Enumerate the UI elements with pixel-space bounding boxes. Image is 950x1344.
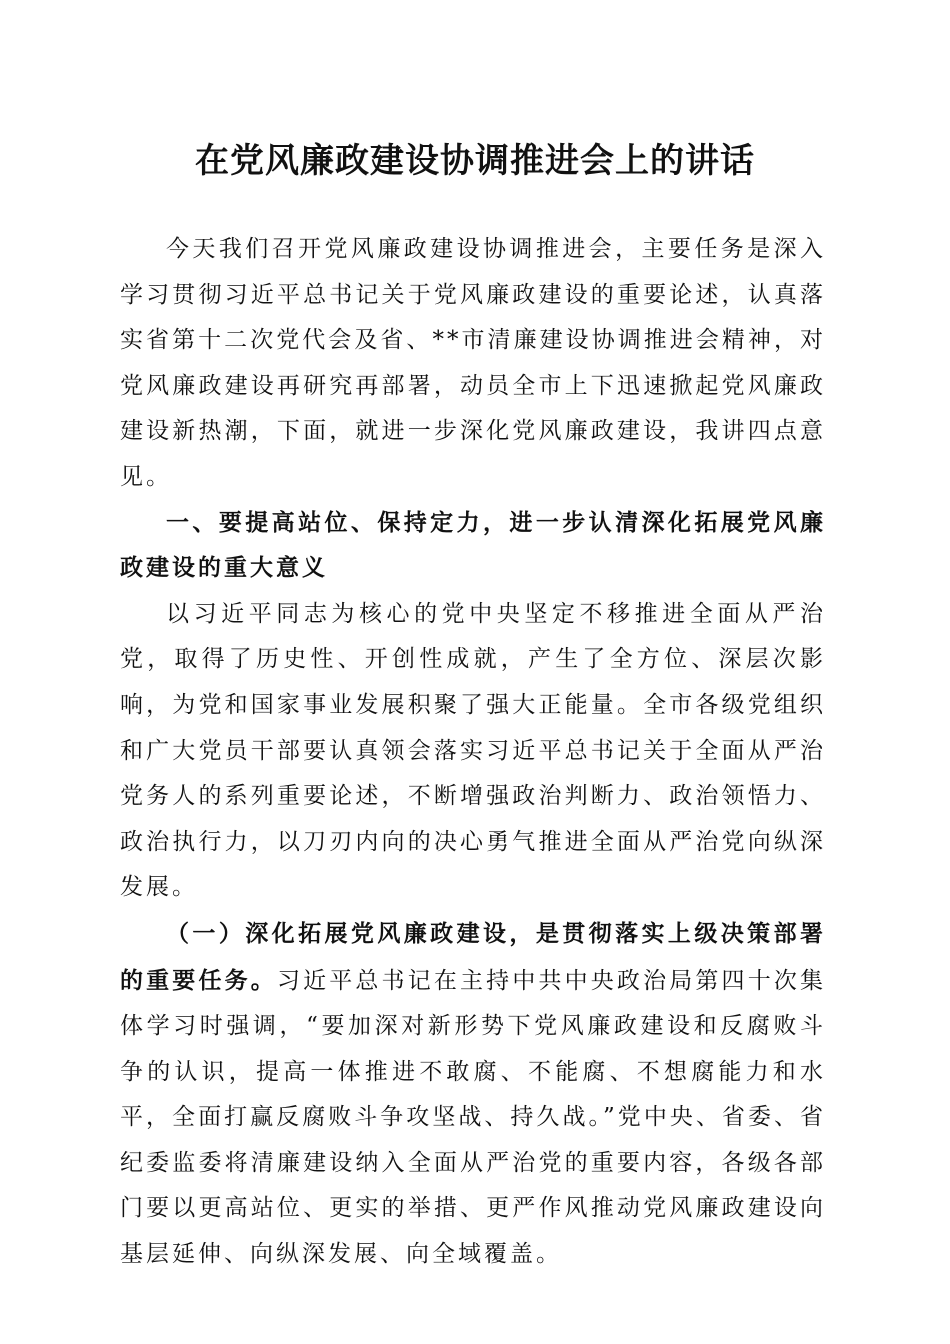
subsection-1-paragraph [120,911,826,1278]
section-1-paragraph: 以习近平同志为核心的党中央坚定不移推进全面从严治党，取得了历史性、开创性成就，产生了全方位、深层次影响，为党和国家事业发展积聚了强大正能量。全市各级党组织和广大党员干部要认真领会落实习近平总书记关于全面从严治党务人的系列重要论述，不断增强政治判断力、政治领悟力、政治执行力，以刀刃内向的决心勇气推进全面从严治党向纵深发展。 [120,600,826,901]
subsection-1-lead: （一）深化拓展党风廉政建设，是贯彻落实上级决策部署的重要任务。 [120,919,826,994]
subsection-1-text: 习近平总书记在主持中共中央政治局第四十次集体学习时强调，“要加深对新形势下党风廉政建设和反腐败斗争的认识，提高一体推进不敢腐、不能腐、不想腐能力和水平，全面打赢反腐败斗争攻坚战、持久战。”党中央、省委、省纪委监委将清廉建设纳入全面从严治党的重要内容，各级各部门要以更高站位、更实的举措、更严作风推动党风廉政建设向基层延伸、向纵深发展、向全域覆盖。 [120,967,827,1268]
section-heading-1: 一、要提高站位、保持定力，进一步认清深化拓展党风廉政建设的重大意义 [120,509,826,582]
document-title: 在党风廉政建设协调推进会上的讲话 [195,141,755,181]
intro-paragraph: 今天我们召开党风廉政建设协调推进会，主要任务是深入学习贯彻习近平总书记关于党风廉政建设的重要论述，认真落实省第十二次党代会及省、**市清廉建设协调推进会精神，对党风廉政建设再研究再部署，动员全市上下迅速掀起党风廉政建设新热潮，下面，就进一步深化党风廉政建设，我讲四点意见。 [120,236,826,490]
document-body [120,227,826,1278]
